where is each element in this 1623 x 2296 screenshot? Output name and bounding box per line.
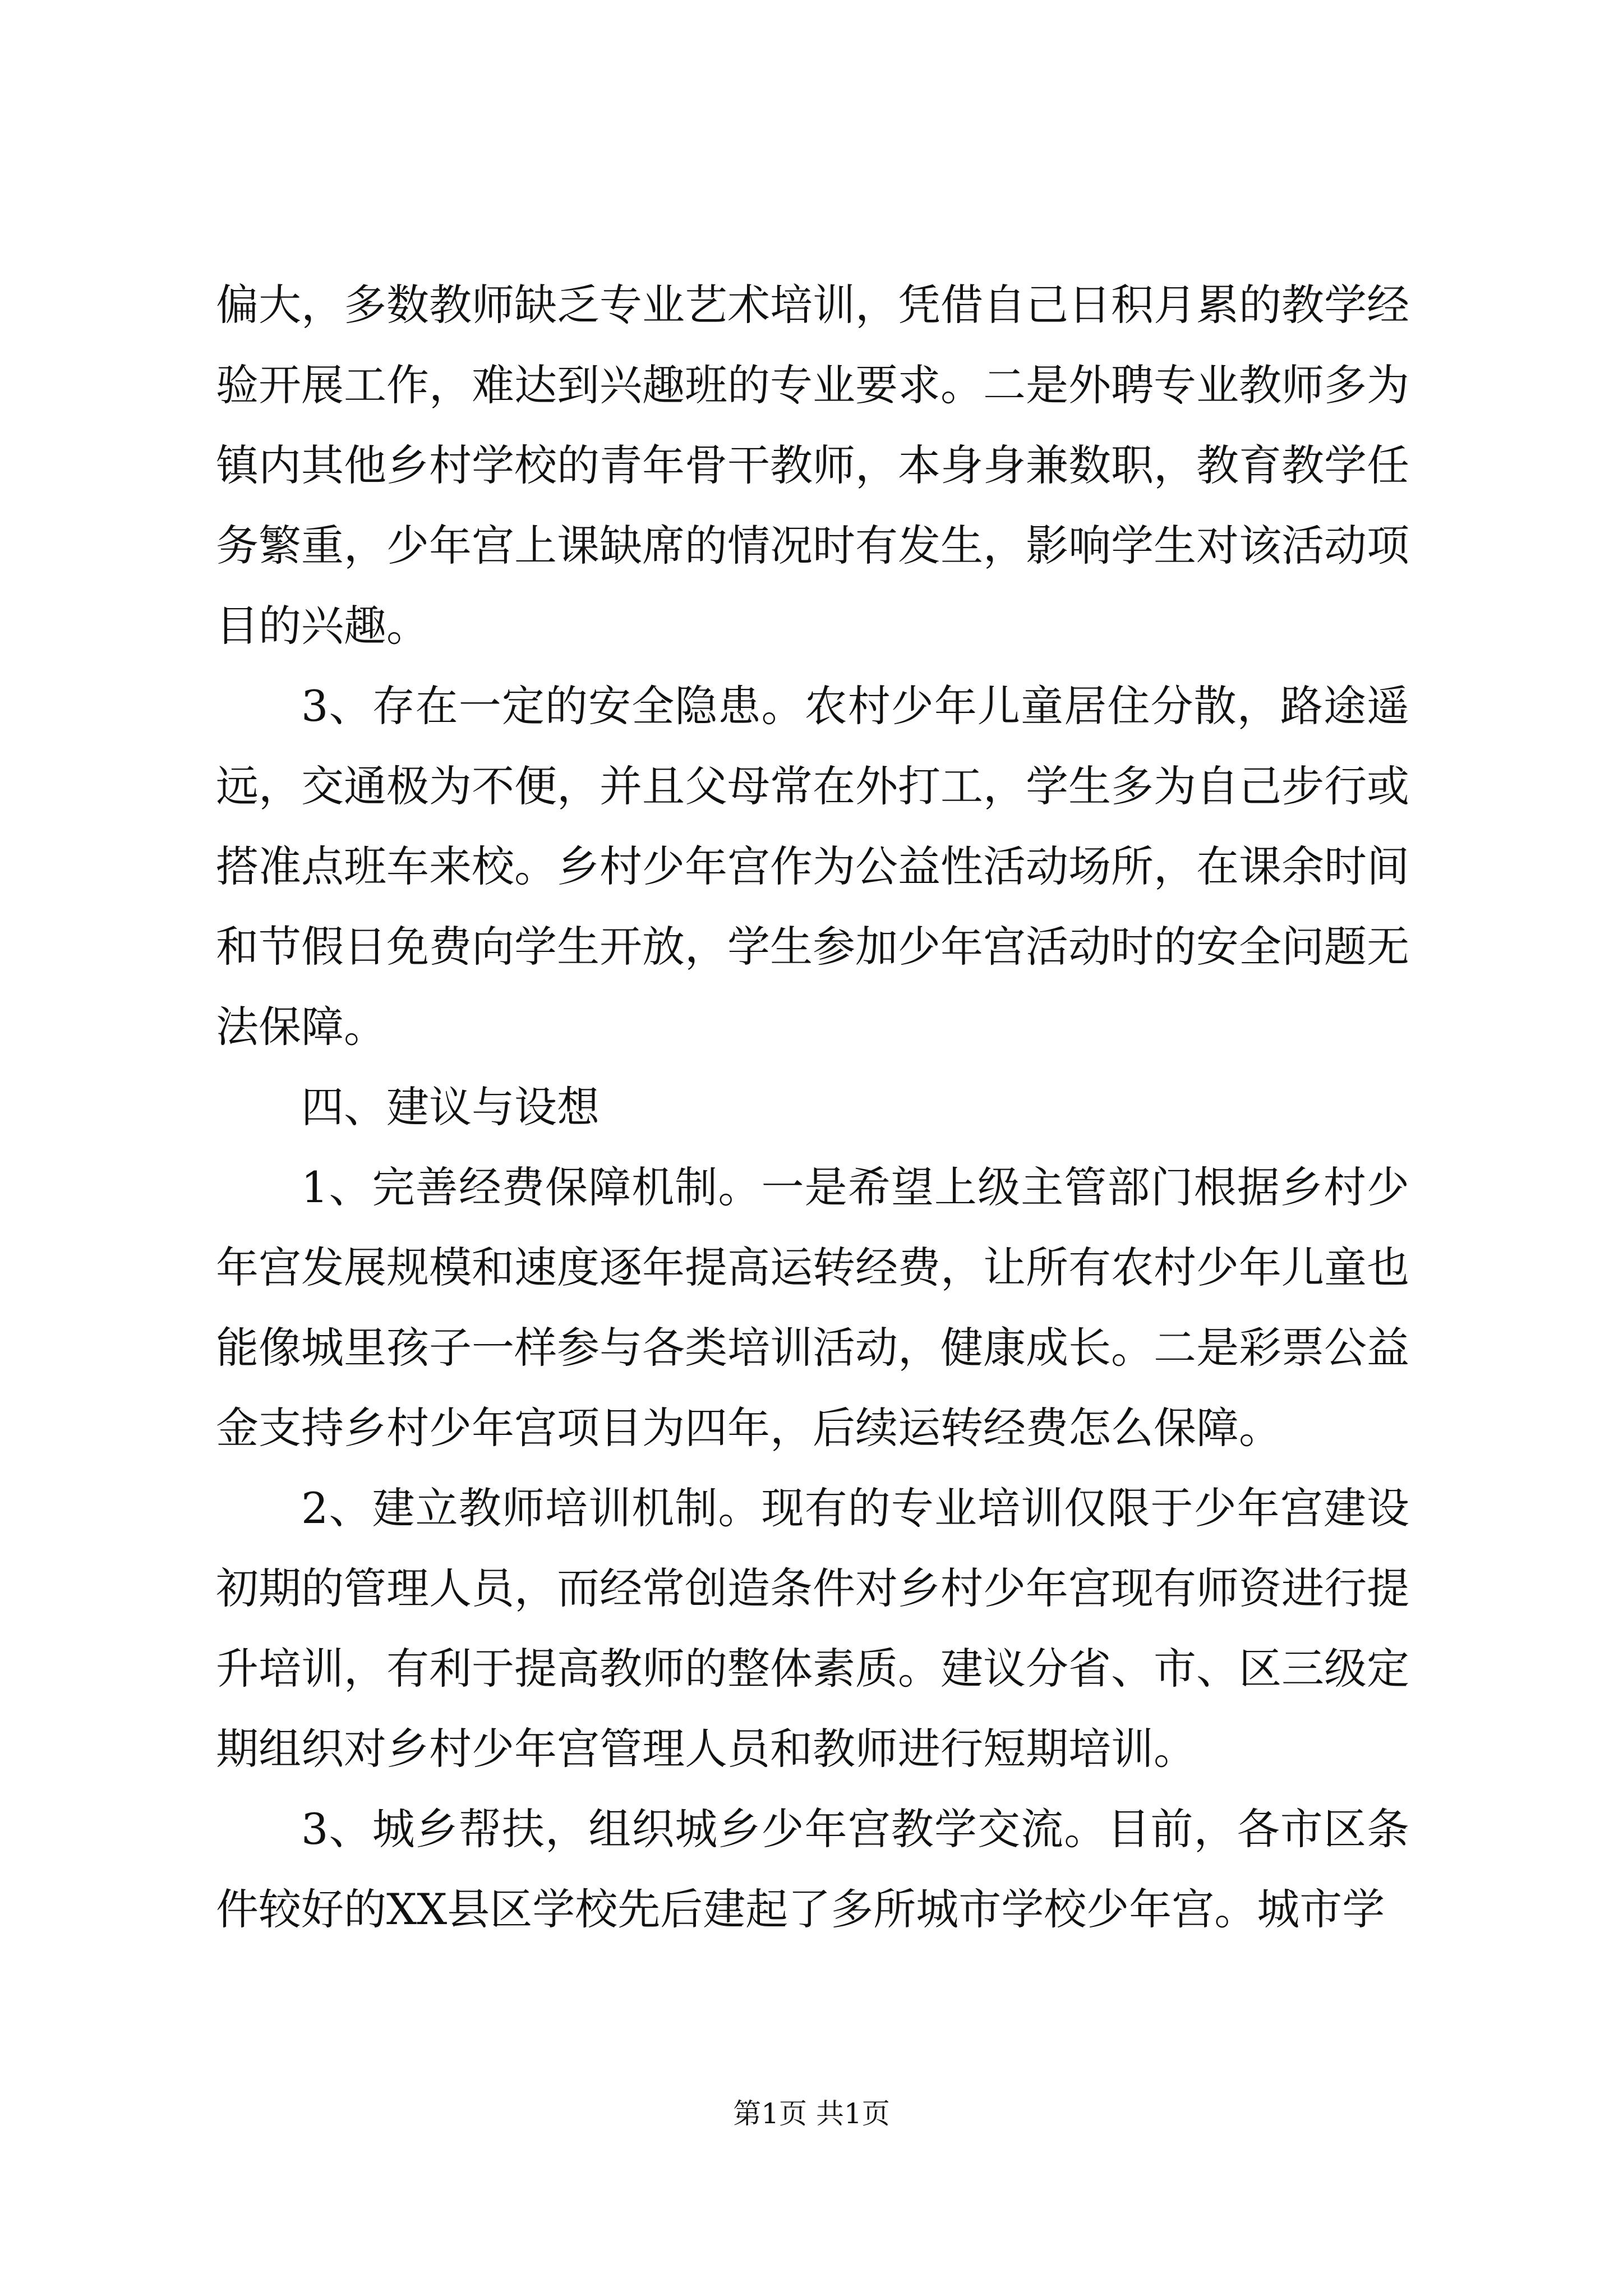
document-body: [216, 265, 1409, 1949]
paragraph-continuation: 偏大，多数教师缺乏专业艺术培训，凭借自己日积月累的教学经验开展工作，难达到兴趣班的专业要求。二是外聘专业教师多为镇内其他乡村学校的青年骨干教师，本身身兼数职，教育教学任务繁重，少年宫上课缺席的情况时有发生，影响学生对该活动项目的兴趣。: [216, 280, 1409, 651]
paragraph-urban-rural-exchange: 3、城乡帮扶，组织城乡少年宫教学交流。目前，各市区条件较好的XX县区学校先后建起了多所城市学校少年宫。城市学: [216, 1804, 1409, 1934]
paragraph-safety-hazards: 3、存在一定的安全隐患。农村少年儿童居住分散，路途遥远，交通极为不便，并且父母常在外打工，学生多为自己步行或搭准点班车来校。乡村少年宫作为公益性活动场所，在课余时间和节假日免费向学生开放，学生参加少年宫活动时的安全问题无法保障。: [216, 681, 1409, 1052]
section-heading-suggestions: 四、建议与设想: [301, 1082, 600, 1132]
paragraph-teacher-training: 2、建立教师培训机制。现有的专业培训仅限于少年宫建设初期的管理人员，而经常创造条件对乡村少年宫现有师资进行提升培训，有利于提高教师的整体素质。建议分省、市、区三级定期组织对乡村少年宫管理人员和教师进行短期培训。: [216, 1483, 1409, 1774]
page-footer: 第1页 共1页: [733, 2097, 890, 2130]
paragraph-funding-mechanism: 1、完善经费保障机制。一是希望上级主管部门根据乡村少年宫发展规模和速度逐年提高运转经费，让所有农村少年儿童也能像城里孩子一样参与各类培训活动，健康成长。二是彩票公益金支持乡村少年宫项目为四年，后续运转经费怎么保障。: [216, 1162, 1409, 1453]
